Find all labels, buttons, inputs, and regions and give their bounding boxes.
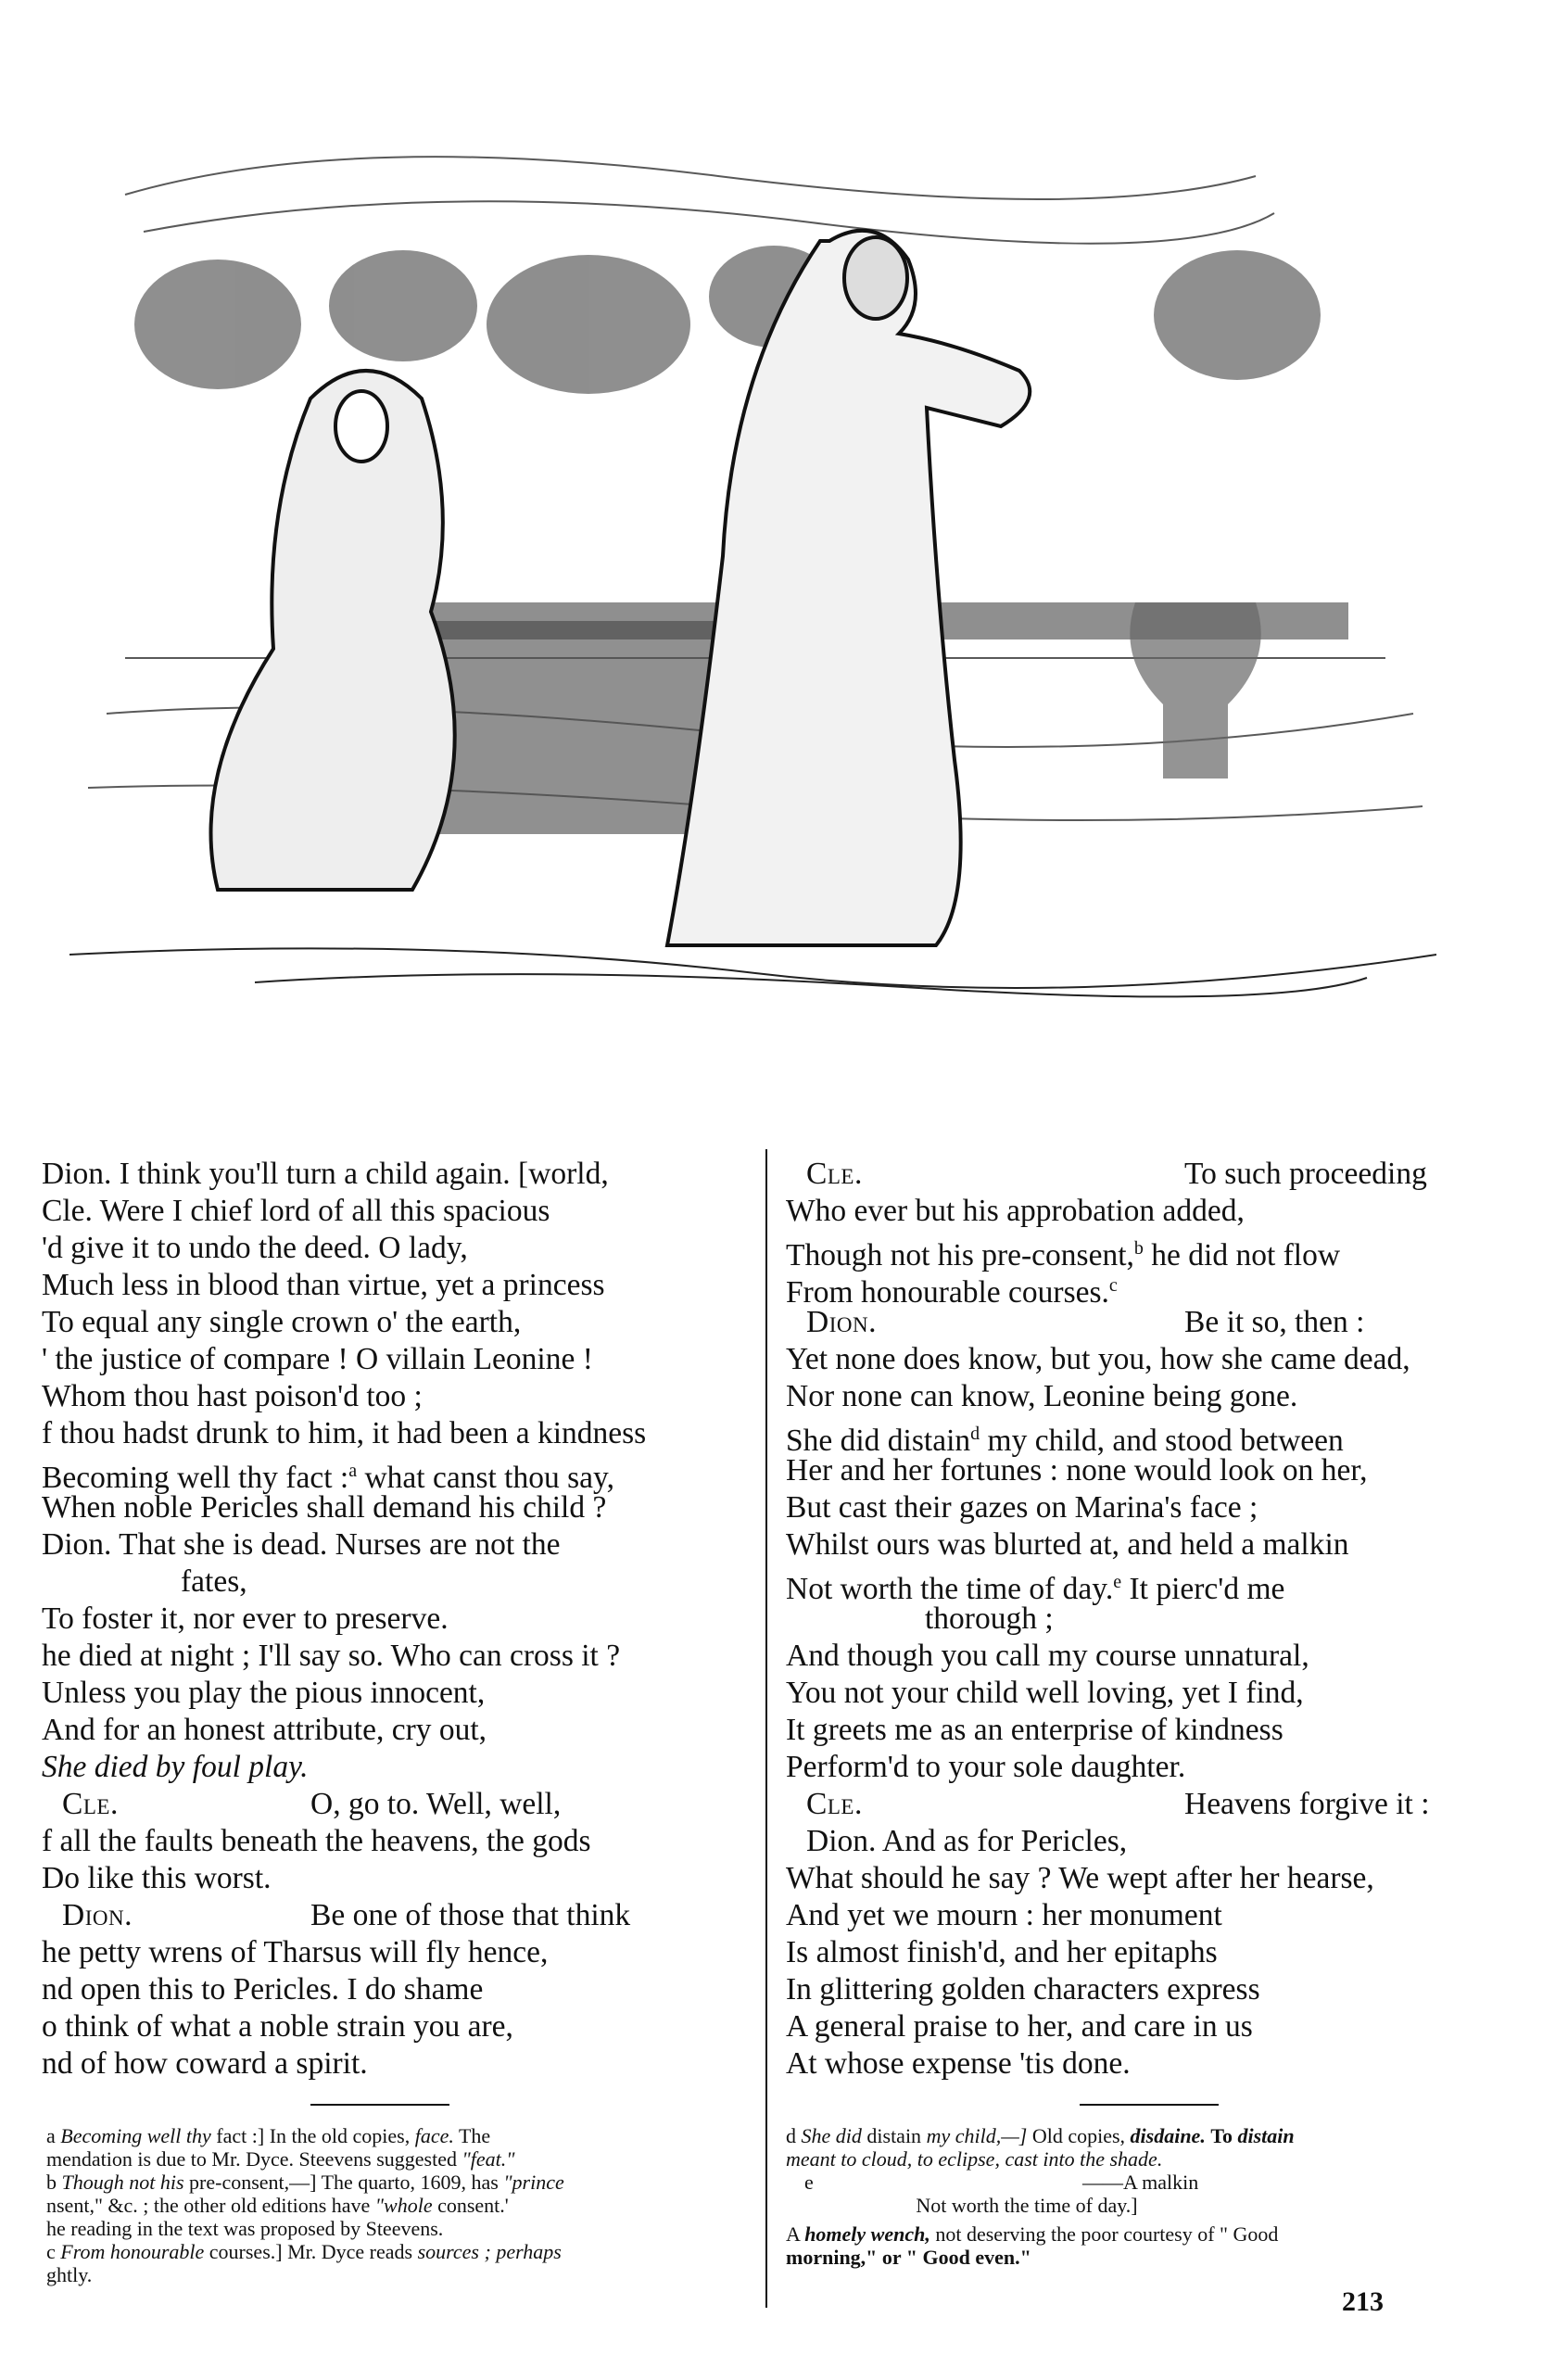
footnote-e-quote: Not worth the time of day.] bbox=[916, 2194, 1138, 2217]
verse-line: Perform'd to your sole daughter. bbox=[786, 1750, 1186, 1784]
footnote-ref: a bbox=[348, 1461, 358, 1481]
verse-text: he did not flow bbox=[1143, 1238, 1341, 1273]
verse-line: A general praise to her, and care in us bbox=[786, 2009, 1253, 2044]
verse-line bbox=[42, 1897, 760, 1934]
verse-line bbox=[786, 1156, 1518, 1193]
left-column bbox=[42, 1156, 760, 2082]
verse-line: o think of what a noble strain you are, bbox=[42, 2009, 513, 2044]
verse-text: my child, and stood between bbox=[980, 1424, 1344, 1459]
verse-text: It pierc'd me bbox=[1121, 1572, 1285, 1607]
speaker-name: Dion. bbox=[806, 1305, 877, 1339]
verse-line: Yet none does know, but you, how she came dead, bbox=[786, 1342, 1410, 1376]
verse-text: From honourable courses. bbox=[786, 1275, 1109, 1310]
verse-line: f thou hadst drunk to him, it had been a kindness bbox=[42, 1416, 647, 1450]
engraving-illustration-icon bbox=[70, 139, 1436, 1001]
engraving-illustration bbox=[70, 139, 1436, 1001]
verse-line: he petty wrens of Tharsus will fly hence, bbox=[42, 1935, 549, 1969]
column-divider bbox=[765, 1149, 767, 2308]
footnote-mark: c bbox=[46, 2240, 56, 2263]
footnote-e-cont bbox=[786, 2222, 1518, 2246]
footnote-b-cont bbox=[46, 2194, 751, 2217]
verse-line: Whilst ours was blurted at, and held a malkin bbox=[786, 1527, 1349, 1562]
verse-line: Who ever but his approbation added, bbox=[786, 1194, 1245, 1228]
footnote-text: Old copies, bbox=[1031, 2124, 1126, 2147]
verse-line: It greets me as an enterprise of kindness bbox=[786, 1713, 1283, 1747]
footnote-a bbox=[46, 2124, 751, 2147]
verse-line: Is almost finish'd, and her epitaphs bbox=[786, 1935, 1218, 1969]
footnote-ref: e bbox=[1113, 1572, 1122, 1592]
footnote-separator-left bbox=[310, 2104, 449, 2106]
footnote-separator-right bbox=[1080, 2104, 1219, 2106]
footnote-lemma: Becoming well thy bbox=[60, 2124, 211, 2147]
footnote-text: distain bbox=[866, 2124, 922, 2147]
right-column bbox=[786, 1156, 1518, 2082]
verse-line: You not your child well loving, yet I find, bbox=[786, 1676, 1304, 1710]
verse-line: At whose expense 'tis done. bbox=[786, 2046, 1131, 2081]
verse-line: Dion. I think you'll turn a child again. [world, bbox=[42, 1157, 609, 1191]
footnote-a-cont bbox=[46, 2147, 751, 2171]
footnote-ref: d bbox=[970, 1424, 980, 1444]
verse-text: She did distain bbox=[786, 1424, 971, 1459]
speaker-name: Dion. bbox=[62, 1898, 133, 1932]
verse-line: And for an honest attribute, cry out, bbox=[42, 1713, 487, 1747]
footnote-quote: ——A malkin bbox=[1082, 2171, 1199, 2194]
verse-text: Not worth the time of day. bbox=[786, 1572, 1114, 1607]
footnote-lemma: Though not his bbox=[61, 2171, 184, 2194]
footnote-d bbox=[786, 2124, 1518, 2147]
verse-line: fates, bbox=[181, 1564, 247, 1599]
speaker-name: Cle. bbox=[806, 1787, 863, 1821]
footnote-b bbox=[46, 2171, 751, 2194]
footnote-ref: b bbox=[1133, 1238, 1144, 1259]
verse-line: Do like this worst. bbox=[42, 1861, 272, 1895]
footnote-e-cont2: morning," or " Good even." bbox=[786, 2246, 1031, 2269]
footnote-italic: homely wench, bbox=[804, 2222, 930, 2246]
verse-line: And though you call my course unnatural, bbox=[786, 1639, 1309, 1673]
footnote-text: A bbox=[786, 2222, 800, 2246]
verse-line: What should he say ? We wept after her hearse, bbox=[786, 1861, 1374, 1895]
verse-text: Be it so, then : bbox=[1184, 1305, 1365, 1339]
verse-line bbox=[786, 1267, 1518, 1310]
footnote-text: not deserving the poor courtesy of " Good bbox=[935, 2222, 1279, 2246]
footnote-ref: c bbox=[1108, 1275, 1118, 1296]
verse-line bbox=[786, 1230, 1518, 1273]
speaker-name: Cle. bbox=[806, 1157, 863, 1191]
verse-line: Cle. Were I chief lord of all this spacious bbox=[42, 1194, 550, 1228]
verse-line bbox=[786, 1563, 1518, 1607]
verse-text: O, go to. Well, well, bbox=[310, 1787, 562, 1821]
verse-text: Heavens forgive it : bbox=[1184, 1787, 1430, 1821]
footnote-c bbox=[46, 2240, 751, 2263]
footnotes-right bbox=[786, 2124, 1518, 2269]
footnote-italic: "feat." bbox=[462, 2147, 515, 2171]
verse-line: But cast their gazes on Marina's face ; bbox=[786, 1490, 1258, 1525]
footnote-text: pre-consent,—] The quarto, 1609, has bbox=[189, 2171, 499, 2194]
verse-line: Whom thou hast poison'd too ; bbox=[42, 1379, 423, 1413]
footnote-mark: b bbox=[46, 2171, 57, 2194]
verse-line: And yet we mourn : her monument bbox=[786, 1898, 1222, 1932]
verse-line: f all the faults beneath the heavens, the gods bbox=[42, 1824, 591, 1858]
footnote-mark: a bbox=[46, 2124, 56, 2147]
footnote-c-cont: ghtly. bbox=[46, 2263, 93, 2286]
verse-line: Dion. That she is dead. Nurses are not the bbox=[42, 1527, 561, 1562]
footnote-italic: disdaine. bbox=[1130, 2124, 1206, 2147]
verse-line bbox=[42, 1452, 760, 1496]
verse-line: nd open this to Pericles. I do shame bbox=[42, 1972, 484, 2007]
verse-line: To equal any single crown o' the earth, bbox=[42, 1305, 522, 1339]
verse-line: Nor none can know, Leonine being gone. bbox=[786, 1379, 1298, 1413]
footnote-mark: e bbox=[804, 2171, 814, 2194]
footnote-text: mendation is due to Mr. Dyce. Steevens suggested bbox=[46, 2147, 457, 2171]
footnote-lemma: From honourable bbox=[60, 2240, 205, 2263]
footnotes-left bbox=[46, 2124, 751, 2286]
page-number: 213 bbox=[1342, 2286, 1384, 2317]
footnote-text: fact :] In the old copies, bbox=[216, 2124, 411, 2147]
verse-line: Her and her fortunes : none would look on her, bbox=[786, 1453, 1368, 1488]
verse-line: 'd give it to undo the deed. O lady, bbox=[42, 1231, 468, 1265]
verse-line: To foster it, nor ever to preserve. bbox=[42, 1601, 449, 1636]
verse-text: Though not his pre-consent, bbox=[786, 1238, 1134, 1273]
footnote-lemma: my child,—] bbox=[926, 2124, 1028, 2147]
verse-line bbox=[786, 1786, 1518, 1823]
footnote-italic: "whole bbox=[374, 2194, 433, 2217]
footnote-text: nsent," &c. ; the other old editions have bbox=[46, 2194, 371, 2217]
verse-line: Unless you play the pious innocent, bbox=[42, 1676, 486, 1710]
footnote-lemma: She did bbox=[801, 2124, 862, 2147]
verse-line: Much less in blood than virtue, yet a princess bbox=[42, 1268, 605, 1302]
footnote-e bbox=[786, 2171, 1518, 2194]
footnote-italic: face. bbox=[414, 2124, 454, 2147]
verse-text: what canst thou say, bbox=[357, 1461, 614, 1496]
verse-line: nd of how coward a spirit. bbox=[42, 2046, 368, 2081]
footnote-italic: sources ; perhaps bbox=[417, 2240, 562, 2263]
speaker-name: Cle. bbox=[62, 1787, 119, 1821]
footnote-mark: d bbox=[786, 2124, 796, 2147]
verse-line: he died at night ; I'll say so. Who can cross it ? bbox=[42, 1639, 621, 1673]
verse-line bbox=[786, 1415, 1518, 1459]
verse-line bbox=[786, 1304, 1518, 1341]
footnote-text: To bbox=[1210, 2124, 1233, 2147]
verse-line: When noble Pericles shall demand his child ? bbox=[42, 1490, 607, 1525]
verse-line: In glittering golden characters express bbox=[786, 1972, 1260, 2007]
footnote-d-cont: meant to cloud, to eclipse, cast into the shade. bbox=[786, 2147, 1163, 2171]
verse-text: Becoming well thy fact : bbox=[42, 1461, 349, 1496]
verse-text: Be one of those that think bbox=[310, 1898, 631, 1932]
verse-line: thorough ; bbox=[925, 1601, 1054, 1636]
footnote-text: consent.' bbox=[437, 2194, 509, 2217]
footnote-b-cont2: he reading in the text was proposed by Steevens. bbox=[46, 2217, 444, 2240]
footnote-text: The bbox=[458, 2124, 491, 2147]
footnote-text: courses.] Mr. Dyce reads bbox=[209, 2240, 413, 2263]
verse-line: She died by foul play. bbox=[42, 1750, 309, 1784]
footnote-italic: "prince bbox=[503, 2171, 564, 2194]
verse-line bbox=[42, 1786, 760, 1823]
footnote-italic: distain bbox=[1237, 2124, 1295, 2147]
verse-line: Dion. And as for Pericles, bbox=[806, 1824, 1128, 1858]
verse-line: ' the justice of compare ! O villain Leonine ! bbox=[42, 1342, 593, 1376]
verse-text: To such proceeding bbox=[1184, 1157, 1427, 1191]
